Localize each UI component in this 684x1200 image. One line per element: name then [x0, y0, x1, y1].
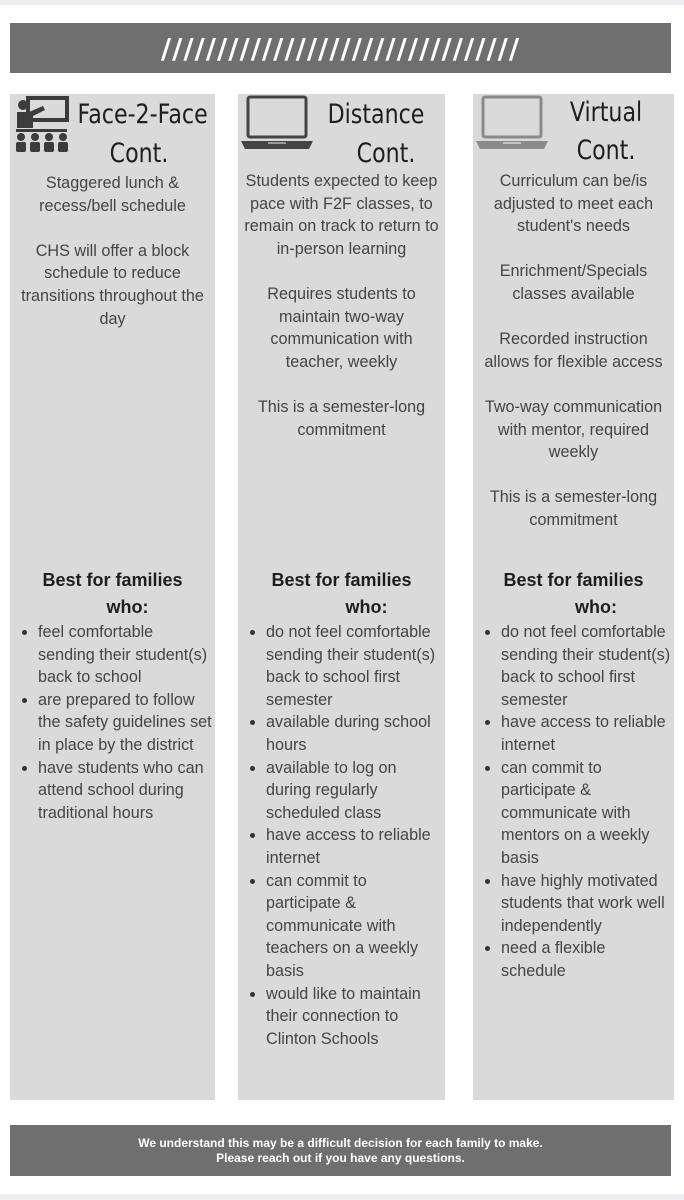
- list-item: can commit to participate & communicate with teachers on a weekly basis: [248, 870, 441, 983]
- intro-paragraph: Curriculum can be/is adjusted to meet each student's needs: [493, 172, 654, 236]
- column-title-line2: Cont.: [356, 138, 416, 169]
- list-item: have access to reliable internet: [248, 824, 441, 869]
- list-item: available during school hours: [248, 711, 441, 756]
- column-title-line1: Face-2-Face: [77, 99, 208, 130]
- intro-paragraph: Two-way communication with mentor, required weekly: [484, 397, 663, 462]
- top-edge: [0, 0, 684, 5]
- column-title-line1: Distance: [327, 99, 425, 130]
- banner-slashes: ////////////////////////////////: [160, 31, 521, 65]
- list-item: have access to reliable internet: [483, 711, 674, 756]
- intro-paragraph: CHS will offer a block schedule to reduce transitions throughout the day: [21, 241, 204, 328]
- best-for-list: [248, 621, 441, 1050]
- best-for-heading: [10, 567, 215, 621]
- intro-paragraph: Requires students to maintain two-way communication with teacher, weekly: [267, 284, 416, 371]
- teacher-classroom-icon: [13, 95, 71, 153]
- intro-paragraph: Recorded instruction allows for flexible access: [484, 330, 663, 371]
- best-for-line2: who:: [345, 597, 388, 617]
- column-virtual: [473, 94, 674, 1100]
- list-item: can commit to participate & communicate with mentors on a weekly basis: [483, 757, 674, 870]
- column-title-line1: Virtual: [569, 97, 643, 128]
- footer-message: We understand this may be a difficult decision for each family to make. Please reach out if you have any questions.: [138, 1136, 543, 1165]
- list-item: are prepared to follow the safety guidelines set in place by the district: [20, 689, 213, 757]
- bottom-edge: [0, 1194, 684, 1200]
- intro-paragraph: Staggered lunch & recess/bell schedule: [39, 174, 186, 215]
- column-intro: [10, 172, 215, 353]
- best-for-line2: who:: [575, 597, 617, 617]
- best-for-line2: who:: [106, 597, 149, 617]
- list-item: have highly motivated students that work well independently: [483, 870, 674, 938]
- column-intro: [473, 170, 674, 554]
- list-item: feel comfortable sending their student(s) back to school: [20, 621, 213, 689]
- best-for-list: [483, 621, 674, 983]
- column-face-2-face: [10, 94, 215, 1100]
- best-for-line1: Best for families: [42, 570, 183, 590]
- list-item: need a flexible schedule: [483, 937, 674, 982]
- list-item: do not feel comfortable sending their student(s) back to school first semester: [483, 621, 674, 711]
- intro-paragraph: Students expected to keep pace with F2F classes, to remain on track to return to in-person learning: [244, 172, 439, 258]
- list-item: available to log on during regularly scheduled class: [248, 757, 441, 825]
- column-title-line2: Cont.: [109, 138, 169, 169]
- laptop-icon: [473, 95, 551, 153]
- best-for-line1: Best for families: [271, 570, 412, 590]
- footer-banner: [10, 1125, 671, 1176]
- column-title-line2: Cont.: [576, 135, 636, 166]
- laptop-icon: [238, 95, 316, 153]
- best-for-heading: [238, 567, 445, 621]
- best-for-line1: Best for families: [503, 570, 644, 590]
- intro-paragraph: This is a semester-long commitment: [489, 488, 658, 529]
- list-item: have students who can attend school during traditional hours: [20, 757, 213, 825]
- intro-paragraph: Enrichment/Specials classes available: [499, 262, 648, 303]
- column-intro: [238, 170, 445, 464]
- intro-paragraph: This is a semester-long commitment: [257, 397, 426, 439]
- list-item: do not feel comfortable sending their student(s) back to school first semester: [248, 621, 441, 711]
- column-distance: [238, 94, 445, 1100]
- list-item: would like to maintain their connection to Clinton Schools: [248, 983, 441, 1051]
- best-for-list: [20, 621, 213, 824]
- best-for-heading: [473, 567, 674, 621]
- header-banner: [10, 23, 671, 73]
